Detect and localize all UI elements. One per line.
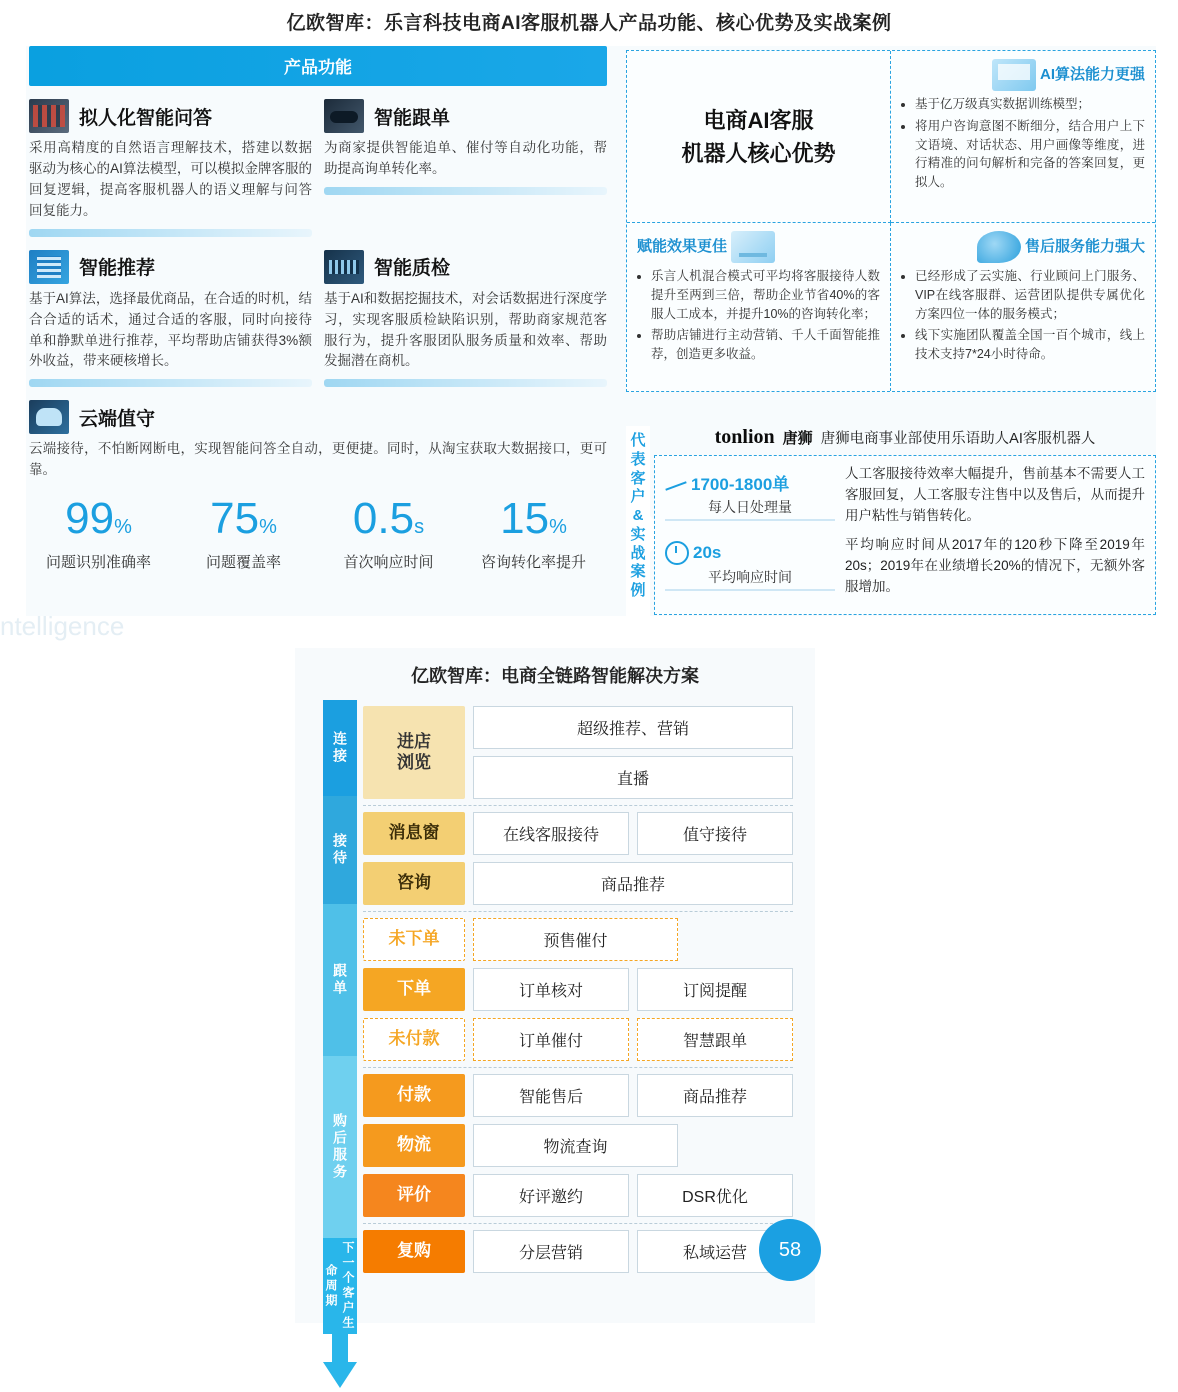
feature-card	[324, 245, 607, 396]
advantage-head: AI算法能力更强	[1039, 65, 1145, 83]
quality-check-icon	[324, 250, 364, 284]
stage-next-cycle	[323, 1238, 357, 1334]
case-tab-label: 代表客户&实战案例	[626, 426, 650, 656]
flow-cell[interactable]: 订阅提醒	[637, 968, 793, 1011]
bottom-title: 亿欧智库：电商全链路智能解决方案	[411, 666, 699, 686]
page-number-badge: 58	[759, 1219, 821, 1281]
flow-row	[363, 918, 793, 961]
stats-row	[26, 494, 614, 572]
case-row	[665, 464, 1145, 527]
flow-cell[interactable]: 好评邀约	[473, 1174, 629, 1217]
stat-unit: %	[259, 516, 277, 539]
case-text: 平均响应时间从2017年的120秒下降至2019年20s；2019年在业绩增长20%的情况下，无额外客服增加。	[845, 536, 1145, 594]
flow-tag[interactable]: 复购	[363, 1230, 465, 1273]
flow-cell[interactable]: DSR优化	[637, 1174, 793, 1217]
flow-row	[363, 812, 793, 855]
bullet: • 基于亿万级真实数据训练模型；	[915, 95, 1145, 114]
metric-label: 平均响应时间	[708, 569, 792, 586]
flow-tag[interactable]: 物流	[363, 1124, 465, 1167]
metric-label: 每人日处理量	[708, 498, 792, 515]
clock-icon	[665, 541, 689, 565]
feature-body: 云端接待，不怕断网断电，实现智能问答全自动，更便捷。同时，从淘宝获取大数据接口，更可靠。	[29, 441, 607, 478]
feature-card	[29, 395, 607, 481]
flow-tag[interactable]: 未付款	[363, 1018, 465, 1061]
flow-group	[363, 1224, 793, 1279]
flow-row	[363, 1124, 793, 1167]
recommend-icon	[29, 250, 69, 284]
stat-label: 咨询转化率提升	[480, 554, 586, 572]
flow-group	[363, 912, 793, 1068]
core-title-line2: 机器人核心优势	[681, 140, 836, 166]
stage-label: 购后服务	[332, 1113, 348, 1181]
product-features-column	[0, 46, 614, 641]
divider	[324, 187, 607, 195]
flow-row	[363, 706, 793, 799]
flow-cell[interactable]: 分层营销	[473, 1230, 629, 1273]
core-advantages-column	[626, 50, 1156, 392]
core-title-cell	[627, 51, 891, 223]
case-head-text: 唐狮电商事业部使用乐语助人AI客服机器人	[820, 431, 1096, 447]
flow-group	[363, 806, 793, 912]
flow-row	[363, 1230, 793, 1273]
advantage-bullets	[901, 95, 1145, 192]
product-features-band: 产品功能	[29, 46, 607, 86]
flow-cell[interactable]: 在线客服接待	[473, 812, 629, 855]
order-track-icon	[324, 99, 364, 133]
stat-item	[316, 494, 461, 572]
stat-unit: s	[414, 516, 425, 539]
advantage-head: 赋能效果更佳	[637, 237, 728, 255]
feature-body: 采用高精度的自然语言理解技术，搭建以数据驱动为核心的AI算法模型，可以模拟金牌客服的回复逻辑，提高客服机器人的语义理解与问答回复能力。	[29, 140, 312, 218]
advantage-head: 售后服务能力强大	[1024, 237, 1145, 255]
case-row	[665, 535, 1145, 598]
feature-body: 为商家提供智能追单、催付等自动化功能，帮助提高询单转化率。	[324, 140, 607, 176]
ai-chip-icon	[992, 59, 1036, 91]
feature-title: 智能跟单	[374, 107, 451, 129]
stat-unit: %	[549, 516, 567, 539]
stage-connect	[323, 700, 357, 796]
stat-unit: %	[114, 516, 132, 539]
flow-rows	[363, 700, 793, 1279]
feature-cards	[26, 94, 614, 481]
feature-body: 基于AI和数据挖掘技术，对会话数据进行深度学习，实现客服质检缺陷识别，帮助商家规范客服行为，提升客服团队服务质量和效率、帮助发掘潜在商机。	[324, 290, 607, 369]
flow-cell[interactable]: 超级推荐、营销	[473, 706, 793, 749]
stat-value: 99	[65, 494, 115, 544]
flow-tag[interactable]: 咨询	[363, 862, 465, 905]
core-advantage-grid	[626, 50, 1156, 392]
stage-reception	[323, 796, 357, 904]
advantage-bullets	[901, 267, 1145, 364]
stage-label: 接待	[332, 833, 348, 867]
flow-tag[interactable]: 付款	[363, 1074, 465, 1117]
service-icon	[977, 231, 1021, 263]
brand-name-cn: 唐狮	[782, 430, 813, 447]
top-title: 亿欧智库：乐言科技电商AI客服机器人产品功能、核心优势及实战案例	[286, 13, 892, 34]
advantage-after-sales	[891, 223, 1155, 391]
feature-title: 智能质检	[374, 258, 451, 280]
flow-tag[interactable]: 消息窗	[363, 812, 465, 855]
stat-value: 0.5	[352, 494, 415, 544]
advantage-bullets	[637, 267, 880, 364]
flow-cell[interactable]: 物流查询	[473, 1124, 678, 1167]
stat-value: 75	[210, 494, 260, 544]
stage-order-follow	[323, 904, 357, 1056]
stat-item	[26, 494, 171, 572]
monitor-icon	[731, 231, 775, 263]
bottom-diagram	[295, 648, 815, 1331]
stage-after-purchase	[323, 1056, 357, 1238]
case-box	[654, 455, 1156, 615]
case-metric	[665, 541, 835, 591]
bullet: • 线下实施团队覆盖全国一百个城市，线上技术支持7*24小时待命。	[915, 326, 1145, 364]
brand-logo-text: tonlion	[714, 426, 775, 448]
stage-column	[323, 700, 357, 1392]
watermark-text: ntelligence	[0, 611, 125, 641]
stage-label: 下一个客户生命周期	[324, 1241, 355, 1331]
flow-tag[interactable]: 未下单	[363, 918, 465, 961]
down-arrow-icon	[323, 1334, 357, 1392]
trend-up-icon	[665, 475, 687, 489]
divider	[29, 379, 312, 387]
robot-chat-icon	[29, 99, 69, 133]
top-infographic	[0, 0, 1178, 641]
feature-title: 拟人化智能问答	[79, 107, 213, 129]
flow-cell[interactable]: 直播	[473, 756, 793, 799]
flow-cell[interactable]: 商品推荐	[473, 862, 793, 905]
feature-card	[29, 245, 312, 396]
metric-value: 1700-1800单	[691, 474, 790, 494]
top-body	[0, 46, 1156, 641]
metric-value: 20s	[693, 543, 722, 563]
advantage-empowerment	[627, 223, 891, 391]
case-metric	[665, 470, 835, 521]
stat-label: 首次响应时间	[343, 554, 434, 572]
flow-group	[363, 1068, 793, 1224]
case-text: 人工客服接待效率大幅提升，售前基本不需要人工客服回复，人工客服专注售中以及售后，从而提升用户粘性与销售转化。	[845, 466, 1145, 523]
stat-item	[461, 494, 606, 572]
flow-cell[interactable]: 智慧跟单	[637, 1018, 793, 1061]
stat-label: 问题识别准确率	[45, 554, 151, 572]
flow-row	[363, 1074, 793, 1117]
core-title-line1: 电商AI客服	[703, 107, 814, 133]
flow-row	[363, 862, 793, 905]
flow-row	[363, 1174, 793, 1217]
stage-label: 跟单	[332, 963, 348, 997]
flow-row	[363, 968, 793, 1011]
flow-cell[interactable]: 订单核对	[473, 968, 629, 1011]
flow-tag[interactable]: 进店 浏览	[363, 706, 465, 799]
flow-cell[interactable]: 值守接待	[637, 812, 793, 855]
flow-cell[interactable]: 订单催付	[473, 1018, 629, 1061]
flow-cell[interactable]: 商品推荐	[637, 1074, 793, 1117]
bullet: • 将用户咨询意图不断细分，结合用户上下文语境、对话状态、用户画像等维度，进行精准的问句解析和完备的答案回复，更拟人。	[915, 117, 1145, 192]
flow-cell[interactable]: 智能售后	[473, 1074, 629, 1117]
flow-row	[363, 1018, 793, 1061]
bullet: • 帮助店铺进行主动营销、千人千面智能推荐，创造更多收益。	[651, 326, 880, 364]
flow-cell[interactable]: 私域运营	[637, 1230, 793, 1273]
cloud-guard-icon	[29, 400, 69, 434]
advantage-ai-algorithm	[891, 51, 1155, 223]
bullet: • 乐言人机混合模式可平均将客服接待人数提升至两到三倍，帮助企业节省40%的客服人工成本，并提升10%的咨询转化率；	[651, 267, 880, 323]
feature-body: 基于AI算法，选择最优商品，在合适的时机，结合合适的话术，通过合适的客服，同时向接待单和静默单进行推荐，平均帮助店铺获得3%额外收益，带来硬核增长。	[29, 290, 312, 369]
flow-cell[interactable]: 预售催付	[473, 918, 678, 961]
flow-tag[interactable]: 下单	[363, 968, 465, 1011]
stat-value: 15	[500, 494, 550, 544]
flow-group	[363, 700, 793, 806]
stat-item	[171, 494, 316, 572]
divider	[29, 229, 312, 237]
stat-label: 问题覆盖率	[205, 554, 281, 572]
feature-card	[29, 94, 312, 245]
feature-card	[324, 94, 607, 245]
bullet: • 已经形成了云实施、行业顾问上门服务、VIP在线客服群、运营团队提供专属优化方案四位一体的服务模式；	[915, 267, 1145, 323]
feature-title: 智能推荐	[79, 258, 156, 280]
feature-title: 云端值守	[79, 408, 156, 430]
stage-label: 连接	[332, 731, 348, 765]
customer-case-section	[654, 426, 1156, 615]
divider	[324, 379, 607, 387]
flow-tag[interactable]: 评价	[363, 1174, 465, 1217]
